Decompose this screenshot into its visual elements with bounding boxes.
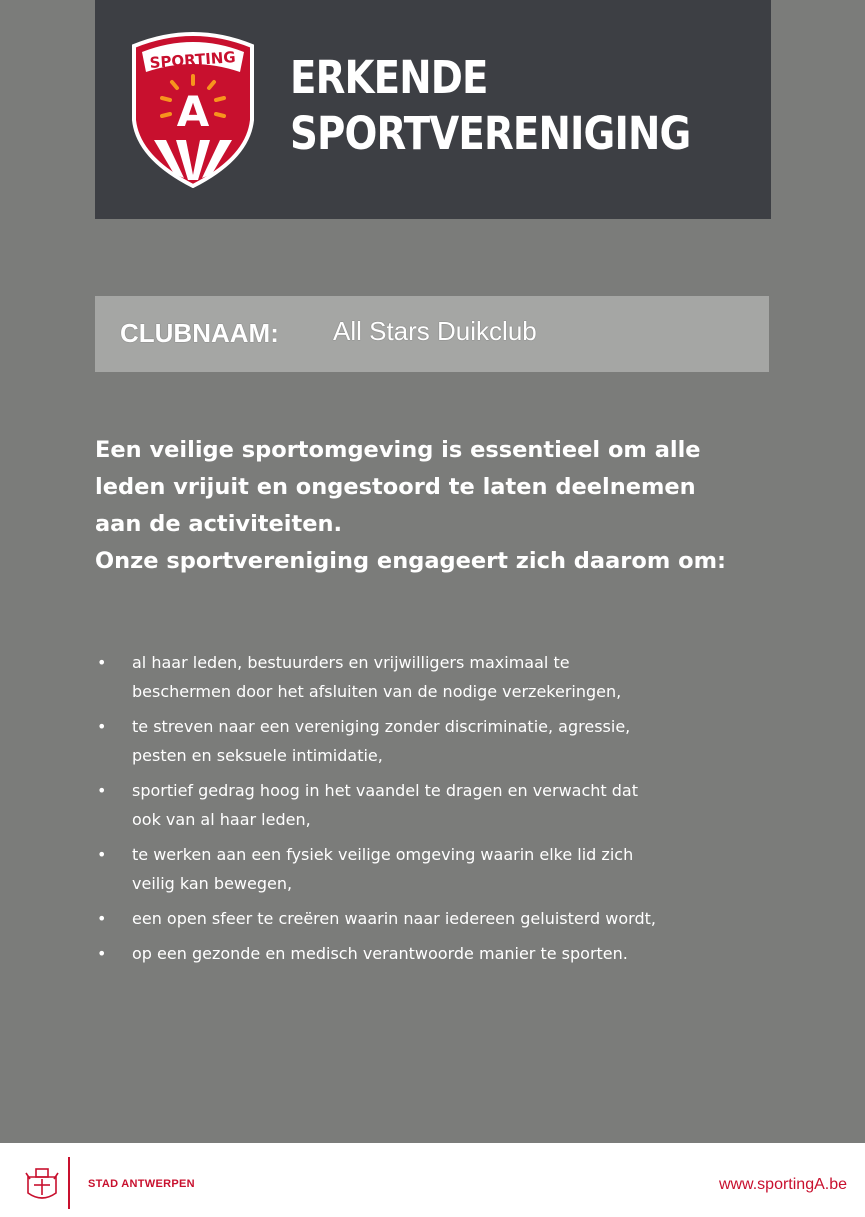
- intro-line: leden vrijuit en ongestoord te laten deelnemen: [95, 474, 696, 500]
- bullet-icon: •: [97, 944, 107, 963]
- intro-line: aan de activiteiten.: [95, 511, 343, 537]
- list-item: [95, 939, 795, 968]
- list-item: [95, 712, 795, 770]
- intro-line: Onze sportvereniging engageert zich daarom om:: [95, 548, 727, 574]
- list-item-line: ook van al haar leden,: [132, 810, 311, 829]
- list-item-line: al haar leden, bestuurders en vrijwilligers maximaal te: [132, 653, 570, 672]
- intro-text: [95, 432, 795, 580]
- list-item-line: op een gezonde en medisch verantwoorde manier te sporten.: [132, 944, 628, 963]
- title-line-1: ERKENDE: [290, 51, 488, 104]
- city-name: STAD ANTWERPEN: [88, 1178, 195, 1190]
- page-title: [290, 50, 690, 162]
- bullet-icon: •: [97, 845, 107, 864]
- bullet-icon: •: [97, 717, 107, 736]
- list-item-line: te werken aan een fysiek veilige omgeving waarin elke lid zich: [132, 845, 634, 864]
- list-item: [95, 776, 795, 834]
- list-item: [95, 648, 795, 706]
- list-item-line: veilig kan bewegen,: [132, 874, 293, 893]
- bullet-icon: •: [97, 653, 107, 672]
- svg-text:A: A: [176, 87, 210, 136]
- sporting-a-logo: [124, 28, 262, 188]
- intro-line: Een veilige sportomgeving is essentieel om alle: [95, 437, 701, 463]
- club-label: CLUBNAAM:: [120, 318, 279, 348]
- list-item-line: sportief gedrag hoog in het vaandel te dragen en verwacht dat: [132, 781, 638, 800]
- footer: [0, 1143, 865, 1217]
- title-line-2: SPORTVERENIGING: [290, 107, 691, 160]
- list-item-line: te streven naar een vereniging zonder discriminatie, agressie,: [132, 717, 631, 736]
- list-item: [95, 840, 795, 898]
- svg-text:SPORTING: SPORTING: [149, 48, 237, 72]
- bullet-icon: •: [97, 781, 107, 800]
- footer-divider: [68, 1157, 70, 1209]
- website-link[interactable]: www.sportingA.be: [718, 1176, 847, 1193]
- bullet-icon: •: [97, 909, 107, 928]
- list-item: [95, 904, 795, 933]
- list-item-line: een open sfeer te creëren waarin naar iedereen geluisterd wordt,: [132, 909, 656, 928]
- list-item-line: pesten en seksuele intimidatie,: [132, 746, 383, 765]
- antwerp-coat-of-arms-icon: [24, 1165, 60, 1205]
- list-item-line: beschermen door het afsluiten van de nodige verzekeringen,: [132, 682, 622, 701]
- commitments-list: [95, 648, 795, 974]
- club-name-box: [95, 296, 769, 372]
- club-name: All Stars Duikclub: [333, 316, 537, 346]
